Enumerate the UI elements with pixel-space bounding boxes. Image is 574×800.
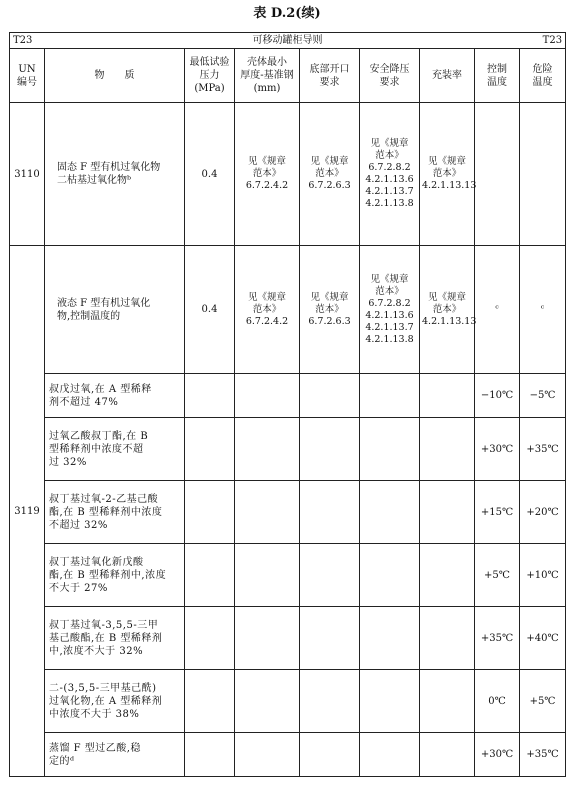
header-relief: 安全降压 要求: [360, 49, 420, 103]
header-control-temp: 控制 温度: [475, 49, 520, 103]
un-number: 3110: [10, 103, 45, 246]
band-right: T23: [542, 35, 563, 46]
min-pressure-value: 0.4: [185, 103, 235, 246]
header-un: UN 编号: [10, 49, 45, 103]
table-row: [10, 733, 566, 777]
danger-temp-value: [520, 103, 566, 246]
header-shell-thickness: 壳体最小 厚度-基准钢 (mm): [235, 49, 300, 103]
control-temp-value: +15℃: [475, 481, 520, 544]
table-title: 表 D.2(续): [253, 6, 321, 21]
substance-name: 叔丁基过氧-2-乙基己酸 酯,在 B 型稀释剂中浓度 不超过 32%: [45, 481, 185, 544]
band-row: [10, 33, 566, 49]
danger-temp-value: −5℃: [520, 374, 566, 418]
danger-temp-value: +35℃: [520, 418, 566, 481]
transport-table: [9, 32, 566, 777]
substance-name: 液态 F 型有机过氧化 物,控制温度的: [45, 246, 185, 374]
control-temp-value: +5℃: [475, 544, 520, 607]
shell-thickness-ref: 见《规章 范本》 6.7.2.4.2: [235, 246, 300, 374]
substance-name: 叔丁基过氧-3,5,5-三甲 基己酸酯,在 B 型稀释剂 中,浓度不大于 32%: [45, 607, 185, 670]
table-row: [10, 607, 566, 670]
substance-name: 过氧乙酸叔丁酯,在 B 型稀释剂中浓度不超 过 32%: [45, 418, 185, 481]
danger-temp-value: ᶜ: [520, 246, 566, 374]
relief-ref: 见《规章 范本》 6.7.2.8.2 4.2.1.13.6 4.2.1.13.7 4.2.1.13.8: [360, 246, 420, 374]
header-substance: 物 质: [45, 49, 185, 103]
control-temp-value: +30℃: [475, 418, 520, 481]
min-pressure-value: 0.4: [185, 246, 235, 374]
danger-temp-value: +20℃: [520, 481, 566, 544]
control-temp-value: +35℃: [475, 607, 520, 670]
table-row: [10, 418, 566, 481]
control-temp-value: 0℃: [475, 670, 520, 733]
danger-temp-value: +35℃: [520, 733, 566, 777]
bottom-opening-ref: 见《规章 范本》 6.7.2.6.3: [300, 246, 360, 374]
control-temp-value: [475, 103, 520, 246]
danger-temp-value: +40℃: [520, 607, 566, 670]
band-left: T23: [13, 35, 33, 46]
header-row: [10, 49, 566, 103]
table-row: [10, 374, 566, 418]
shell-thickness-ref: 见《规章 范本》 6.7.2.4.2: [235, 103, 300, 246]
table-row: [10, 544, 566, 607]
band-center: 可移动罐柜导则: [252, 35, 323, 46]
control-temp-value: −10℃: [475, 374, 520, 418]
danger-temp-value: +5℃: [520, 670, 566, 733]
header-bottom-opening: 底部开口 要求: [300, 49, 360, 103]
header-danger-temp: 危险 温度: [520, 49, 566, 103]
header-fill-ratio: 充装率: [420, 49, 475, 103]
substance-name: 二-(3,5,5-三甲基己酰) 过氧化物,在 A 型稀释剂 中浓度不大于 38%: [45, 670, 185, 733]
fill-ratio-ref: 见《规章 范本》 4.2.1.13.13: [420, 103, 475, 246]
bottom-opening-ref: 见《规章 范本》 6.7.2.6.3: [300, 103, 360, 246]
substance-name: 叔丁基过氧化新戊酸 酯,在 B 型稀释剂中,浓度 不大于 27%: [45, 544, 185, 607]
table-row-3119: [10, 246, 566, 374]
table-row: [10, 481, 566, 544]
control-temp-value: +30℃: [475, 733, 520, 777]
table-row-3110: [10, 103, 566, 246]
un-number: 3119: [10, 246, 45, 777]
danger-temp-value: +10℃: [520, 544, 566, 607]
substance-name: 叔戊过氧,在 A 型稀释 剂不超过 47%: [45, 374, 185, 418]
relief-ref: 见《规章 范本》 6.7.2.8.2 4.2.1.13.6 4.2.1.13.7 4.2.1.13.8: [360, 103, 420, 246]
header-min-pressure: 最低试验 压力 (MPa): [185, 49, 235, 103]
table-row: [10, 670, 566, 733]
substance-name: 固态 F 型有机过氧化物 二枯基过氧化物ᵇ: [45, 103, 185, 246]
substance-name: 蒸馏 F 型过乙酸,稳 定的ᵈ: [45, 733, 185, 777]
fill-ratio-ref: 见《规章 范本》 4.2.1.13.13: [420, 246, 475, 374]
control-temp-value: ᶜ: [475, 246, 520, 374]
